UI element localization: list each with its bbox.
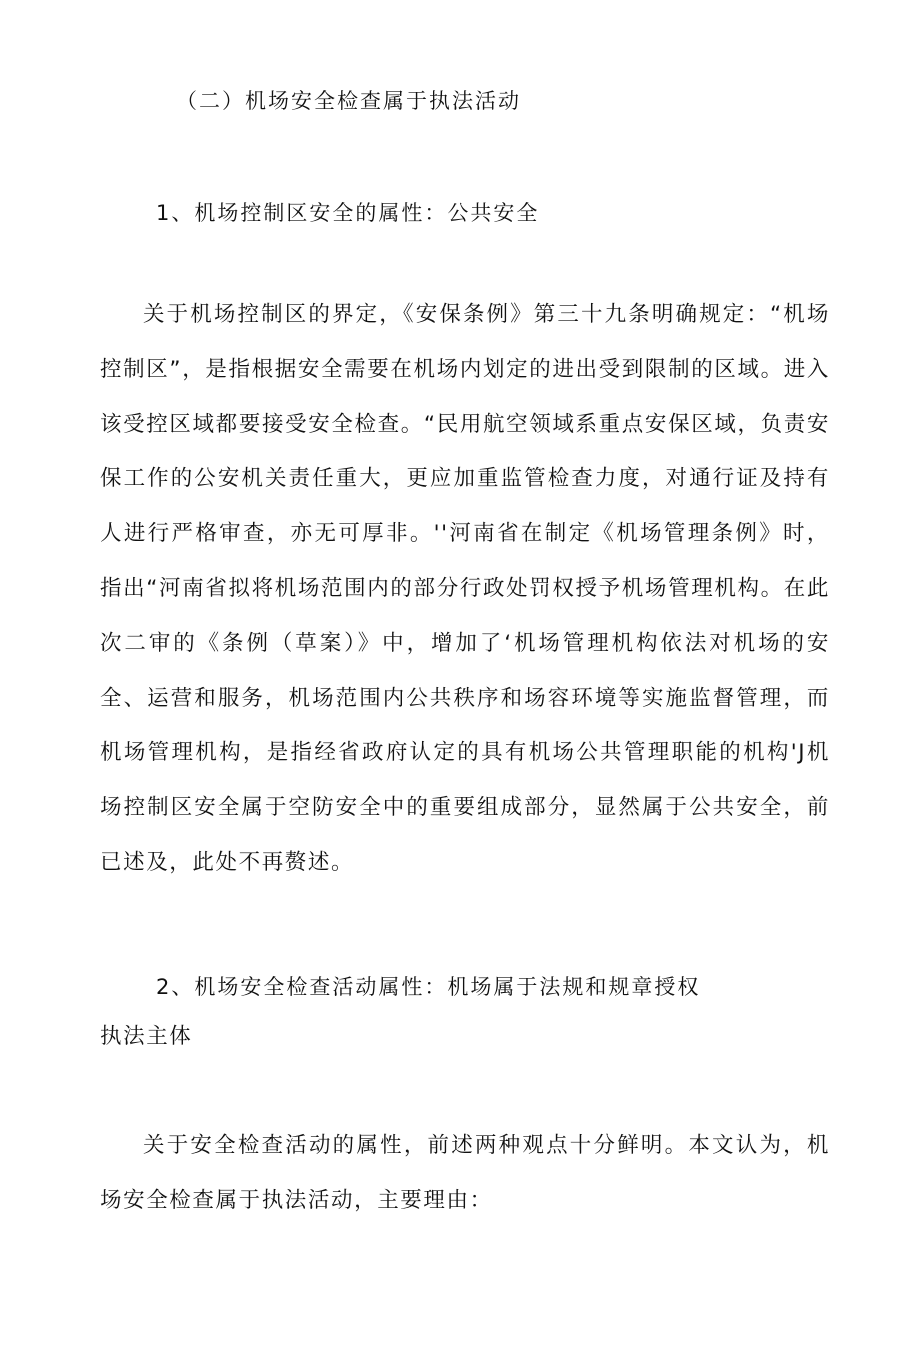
paragraph-1: 关于机场控制区的界定，《安保条例》第三十九条明确规定：“机场控制区”，是指根据安全需要在机场内划定的进出受到限制的区域。进入该受控区域都要接受安全检查。“民用航空领域系重点安保区域，负责安保工作的公安机关责任重大，更应加重监管检查力度，对通行证及持有人进行严格审查，亦无可厚非。''河南省在制定《机场管理条例》时，指出“河南省拟将机场范围内的部分行政处罚权授予机场管理机构。在此次二审的《条例（草案）》中，增加了‘机场管理机构依法对机场的安全、运营和服务，机场范围内公共秩序和场容环境等实施监督管理，而机场管理机构，是指经省政府认定的具有机场公共管理职能的机构'J机场控制区安全属于空防安全中的重要组成部分，显然属于公共安全，前已述及，此处不再赘述。 xyxy=(100,302,830,875)
section-heading: （二）机场安全检查属于执法活动 xyxy=(176,89,521,113)
paragraph-2: 关于安全检查活动的属性，前述两种观点十分鲜明。本文认为，机场安全检查属于执法活动，主要理由： xyxy=(100,1133,830,1213)
sub-heading-1: 1、机场控制区安全的属性：公共安全 xyxy=(156,201,540,225)
sub-heading-2-line-1: 2、机场安全检查活动属性：机场属于法规和规章授权 xyxy=(156,975,701,999)
sub-heading-2-line-2: 执法主体 xyxy=(100,1024,193,1049)
